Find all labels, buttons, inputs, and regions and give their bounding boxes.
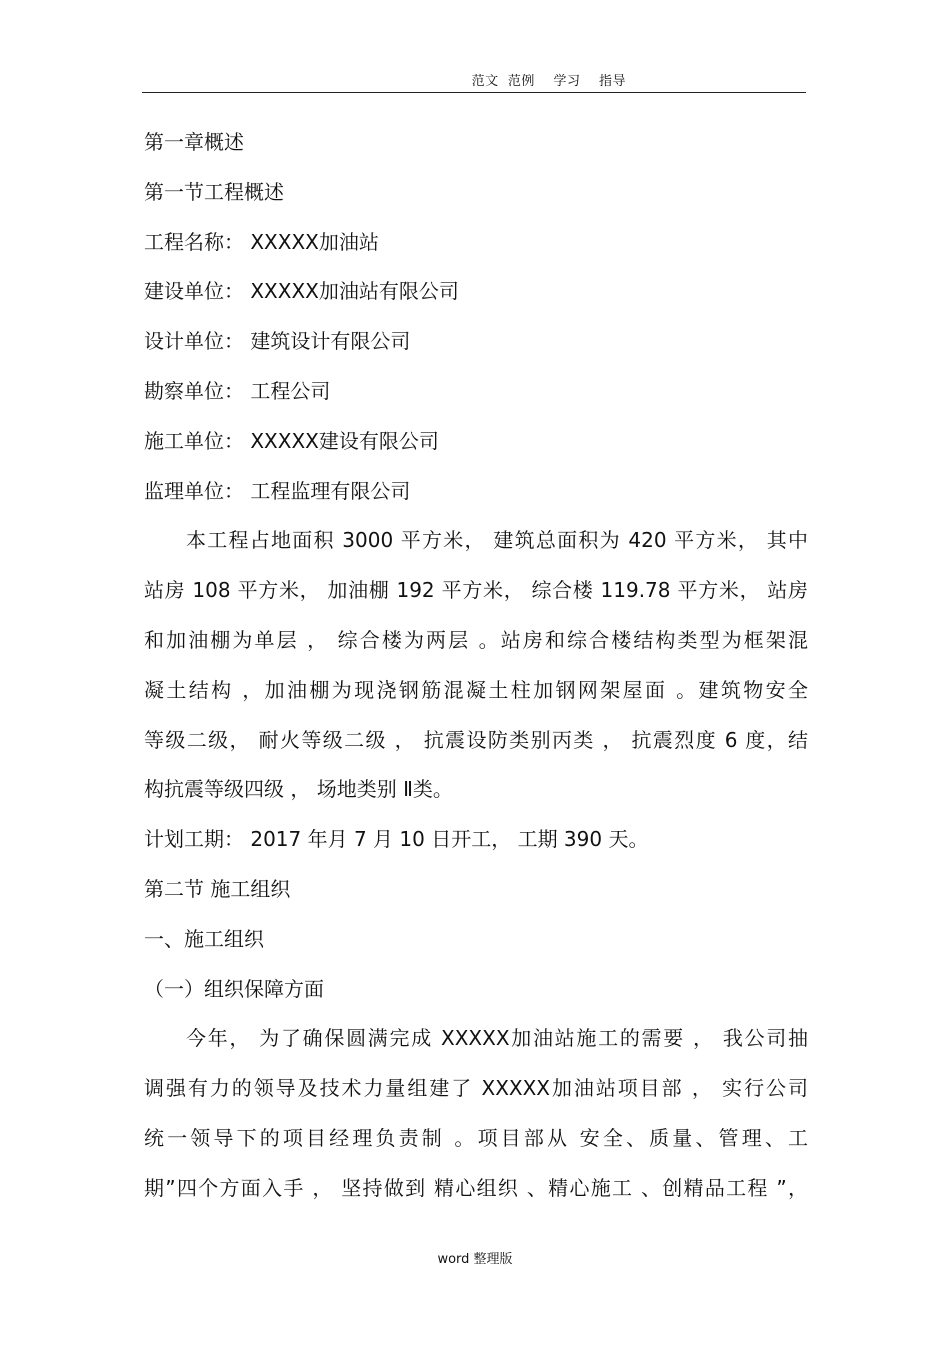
text-line: 建设单位： XXXXX加油站有限公司 <box>144 279 459 304</box>
text-line: 勘察单位： 工程公司 <box>144 378 331 403</box>
text-line: 和加油棚为单层 ， 综合楼为两层 。站房和综合楼结构类型为框架混 <box>144 627 808 652</box>
text-line: 调强有力的领导及技术力量组建了 XXXXX加油站项目部 ， 实行公司 <box>144 1076 808 1101</box>
text-line: 今年， 为了确保圆满完成 XXXXX加油站施工的需要 ， 我公司抽 <box>186 1026 808 1051</box>
text-line: 第一节工程概述 <box>144 179 284 204</box>
page-header <box>142 66 806 93</box>
text-line: 计划工期： 2017 年月 7 月 10 日开工， 工期 390 天。 <box>144 827 649 852</box>
text-line: 施工单位： XXXXX建设有限公司 <box>144 428 439 453</box>
document-body <box>144 118 808 1214</box>
text-line: （一）组织保障方面 <box>144 976 324 1001</box>
text-line: 统一领导下的项目经理负责制 。项目部从 安全、质量、管理、工 <box>144 1125 808 1150</box>
text-line: 第一章概述 <box>144 130 244 154</box>
text-line: 一、施工组织 <box>144 926 264 951</box>
header-text: 范文 范例 学习 指导 <box>471 74 626 89</box>
text-line: 设计单位： 建筑设计有限公司 <box>144 329 411 354</box>
page-footer: word 整理版 <box>437 1252 513 1267</box>
text-line: 期”四个方面入手 ， 坚持做到 精心组织 、精心施工 、创精品工程 ”， <box>144 1175 808 1200</box>
text-line: 监理单位： 工程监理有限公司 <box>144 478 411 503</box>
text-line: 站房 108 平方米， 加油棚 192 平方米， 综合楼 119.78 平方米， 站房 <box>144 578 808 603</box>
text-line: 本工程占地面积 3000 平方米， 建筑总面积为 420 平方米， 其中 <box>186 528 808 553</box>
text-line: 构抗震等级四级 ， 场地类别 Ⅱ类。 <box>144 777 453 802</box>
text-line: 凝土结构 ，加油棚为现浇钢筋混凝土柱加钢网架屋面 。建筑物安全 <box>144 677 808 702</box>
text-line: 等级二级， 耐火等级二级 ， 抗震设防类别丙类 ， 抗震烈度 6 度，结 <box>144 727 808 752</box>
text-line: 工程名称： XXXXX加油站 <box>144 229 379 254</box>
text-line: 第二节 施工组织 <box>144 876 291 901</box>
